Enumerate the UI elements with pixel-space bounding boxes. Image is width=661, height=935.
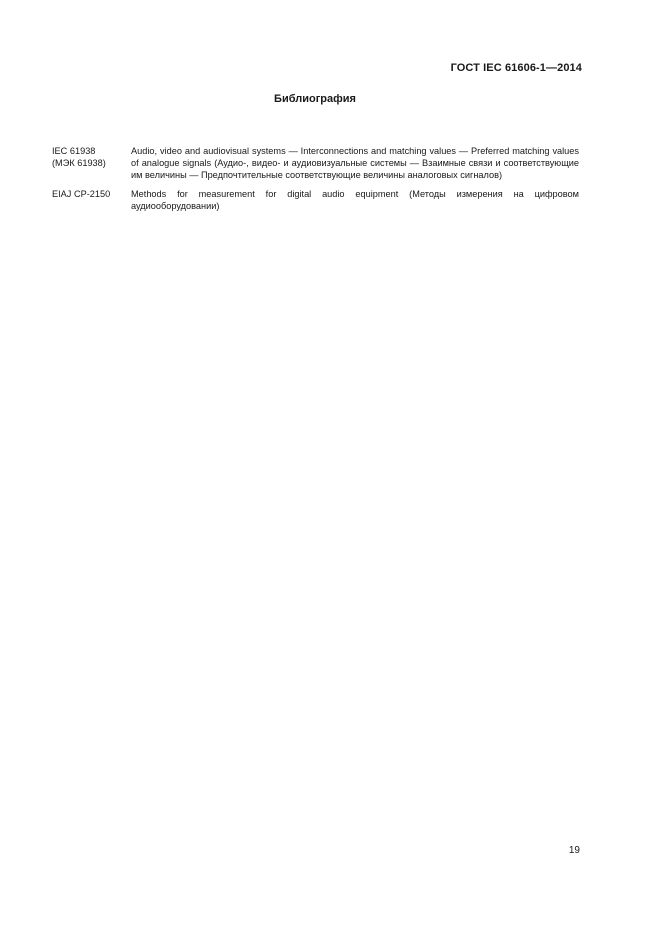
- reference-code: IEC 61938: [52, 146, 96, 156]
- bibliography-description: Audio, video and audiovisual systems — Interconnections and matching values — Preferred matching values of analogue signals (Аудио-, видео- и аудиовизуальные системы — Взаимные связи и соответствующие им величины — Предпочтительные соответствующие величины аналоговых сигналов): [131, 146, 579, 181]
- bibliography-reference: [52, 145, 131, 182]
- bibliography-entry: [52, 145, 579, 182]
- page-number: 19: [568, 845, 580, 856]
- section-title: Библиография: [274, 93, 356, 105]
- bibliography-reference: [52, 188, 131, 212]
- bibliography-description: Methods for measurement for digital audio equipment (Методы измерения на цифровом аудиооборудовании): [131, 188, 579, 211]
- bibliography-list: [52, 145, 579, 218]
- bibliography-entry: [52, 188, 579, 212]
- reference-code: EIAJ CP-2150: [52, 188, 111, 199]
- standard-code-header: ГОСТ IEC 61606-1—2014: [450, 62, 582, 74]
- reference-code-translation: (МЭК 61938): [52, 158, 106, 169]
